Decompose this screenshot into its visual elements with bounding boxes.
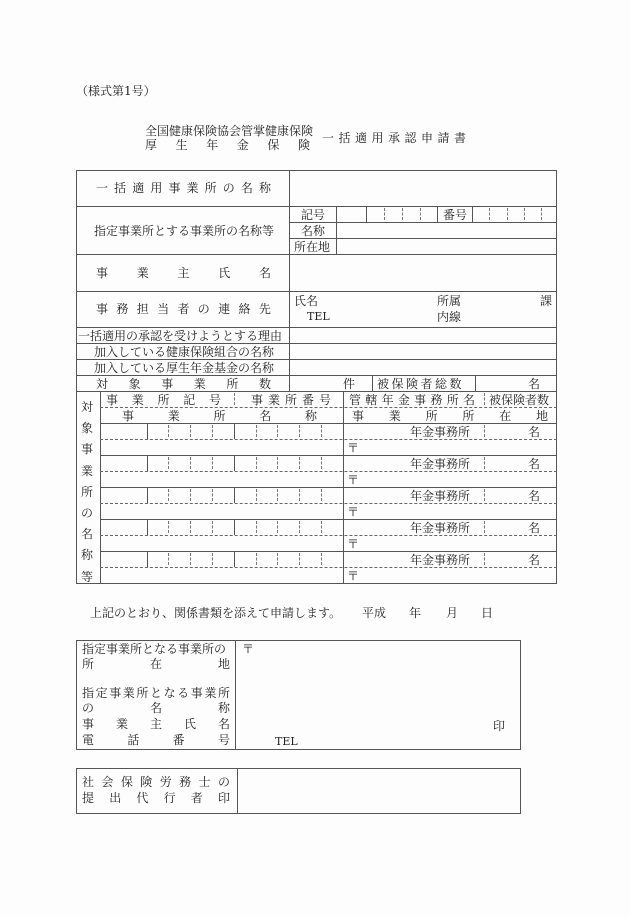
label-applicant-address-2: 所 在 地: [82, 657, 230, 671]
header-office-address: 事 業 所 所 在 地: [352, 409, 548, 423]
office-name-field[interactable]: [101, 568, 342, 582]
date-month-unit: 月: [446, 606, 459, 620]
office-code-number-field[interactable]: [101, 552, 342, 566]
office-name-field[interactable]: [101, 440, 342, 454]
pension-office-suffix: 年金事務所: [410, 521, 471, 535]
label-pension-fund: 加入している厚生年金基金の名称: [94, 361, 275, 375]
pension-fund-field[interactable]: [291, 360, 555, 374]
count-unit: 件: [343, 377, 356, 391]
designated-name-field[interactable]: [337, 223, 556, 237]
applicant-phone-field[interactable]: [300, 733, 515, 748]
reason-field[interactable]: [291, 328, 555, 342]
header-office-code: 事 業 所 記 号: [106, 393, 221, 407]
office-name-field[interactable]: [101, 536, 342, 550]
office-address-field[interactable]: [360, 472, 555, 486]
pension-office-suffix: 年金事務所: [410, 553, 471, 567]
office-address-field[interactable]: [360, 440, 555, 454]
header-office-name: 事 業 所 名 称: [122, 409, 317, 423]
designated-address-field[interactable]: [337, 239, 556, 253]
office-count-field[interactable]: [291, 376, 341, 390]
applicant-tel-label: TEL: [275, 735, 298, 748]
insured-unit: 名: [528, 553, 541, 567]
pension-office-suffix: 年金事務所: [410, 489, 471, 503]
applicant-name-field[interactable]: [240, 686, 515, 714]
label-contact: 事 務 担 当 者 の 連 絡 先: [96, 302, 271, 316]
declaration-text: 上記のとおり、関係書類を添えて申請します。: [90, 606, 342, 620]
date-year-field[interactable]: [388, 604, 406, 620]
postal-mark: 〒: [242, 642, 255, 656]
office-address-field[interactable]: [360, 504, 555, 518]
owner-name-field[interactable]: [291, 256, 555, 290]
label-applicant-name-2: の 名 称: [82, 701, 230, 715]
label-owner-name: 事 業 主 氏 名: [96, 266, 271, 280]
bango-field[interactable]: [473, 207, 556, 221]
pension-office-suffix: 年金事務所: [410, 457, 471, 471]
label-applicant-name-1: 指 定 事 業 所 と な る 事 業 所: [82, 686, 230, 700]
pension-office-suffix: 年金事務所: [410, 425, 471, 439]
label-contact-name: 氏名: [294, 294, 319, 308]
label-designated-office: 指定事業所とする事業所の名称等: [94, 224, 275, 238]
side-label-target-offices: 対 象 事 業 所 の 名 称 等: [81, 400, 94, 584]
company-name-field[interactable]: [291, 172, 555, 205]
insured-total-field[interactable]: [476, 376, 526, 390]
label-extension: 内線: [437, 310, 462, 324]
office-code-number-field[interactable]: [101, 488, 342, 502]
postal-mark: 〒: [347, 569, 360, 583]
header-pension-office: 管 轄 年 金 事 務 所 名: [349, 393, 475, 407]
agent-seal-field[interactable]: [240, 771, 518, 811]
label-agent-2: 提 出 代 行 者 印: [82, 791, 230, 805]
header-office-number: 事 業 所 番 号: [251, 393, 331, 407]
office-code-number-field[interactable]: [101, 520, 342, 534]
date-day-field[interactable]: [460, 604, 478, 620]
label-applicant-owner: 事 業 主 氏 名: [82, 717, 230, 731]
label-reason: 一括適用の承認を受けようとする理由: [78, 329, 283, 343]
header-insured-count: 被保険者数: [489, 393, 550, 407]
label-insured-total: 被保険者総数: [377, 377, 465, 391]
office-code-number-field[interactable]: [101, 424, 342, 438]
office-code-number-field[interactable]: [101, 456, 342, 470]
label-kigo: 記号: [301, 208, 326, 222]
insured-unit: 名: [528, 425, 541, 439]
date-month-field[interactable]: [425, 604, 443, 620]
label-health-union: 加入している健康保険組合の名称: [94, 345, 275, 359]
label-meisho: 名称: [301, 224, 326, 238]
label-agent-1: 社 会 保 険 労 務 士 の: [82, 775, 230, 789]
applicant-owner-field[interactable]: [240, 716, 485, 731]
label-contact-tel: TEL: [307, 310, 330, 323]
kigo-field[interactable]: [337, 207, 437, 221]
date-day-unit: 日: [481, 606, 494, 620]
postal-mark: 〒: [347, 505, 360, 519]
postal-mark: 〒: [347, 473, 360, 487]
postal-mark: 〒: [347, 537, 360, 551]
office-name-field[interactable]: [101, 472, 342, 486]
office-name-field[interactable]: [101, 504, 342, 518]
date-era: 平成: [362, 606, 387, 620]
label-dept: 所属: [437, 294, 462, 308]
insured-unit: 名: [528, 489, 541, 503]
postal-mark: 〒: [347, 441, 360, 455]
insured-unit: 名: [528, 457, 541, 471]
label-office-count: 対 象 事 業 所 数: [96, 377, 271, 391]
seal-mark: 印: [493, 719, 506, 733]
label-applicant-address-1: 指定事業所となる事業所の: [82, 642, 227, 656]
insurance-type-health: 全国健康保険協会管掌健康保険: [145, 124, 314, 138]
health-union-field[interactable]: [291, 344, 555, 358]
label-applicant-phone: 電 話 番 号: [82, 733, 230, 747]
insured-unit: 名: [528, 521, 541, 535]
office-address-field[interactable]: [360, 568, 555, 582]
label-bango: 番号: [443, 208, 468, 222]
insurance-type-pension: 厚 生 年 金 保 険: [145, 138, 310, 152]
page-title: 一括適用承認申請書: [322, 131, 471, 145]
insured-unit: 名: [528, 377, 541, 391]
applicant-address-field[interactable]: [255, 642, 515, 670]
date-year-unit: 年: [409, 606, 422, 620]
label-section: 課: [540, 294, 553, 308]
label-company-name: 一 括 適 用 事 業 所 の 名 称: [96, 181, 271, 195]
office-address-field[interactable]: [360, 536, 555, 550]
form-number: （様式第1号）: [76, 84, 156, 98]
label-shozaichi: 所在地: [294, 240, 331, 254]
